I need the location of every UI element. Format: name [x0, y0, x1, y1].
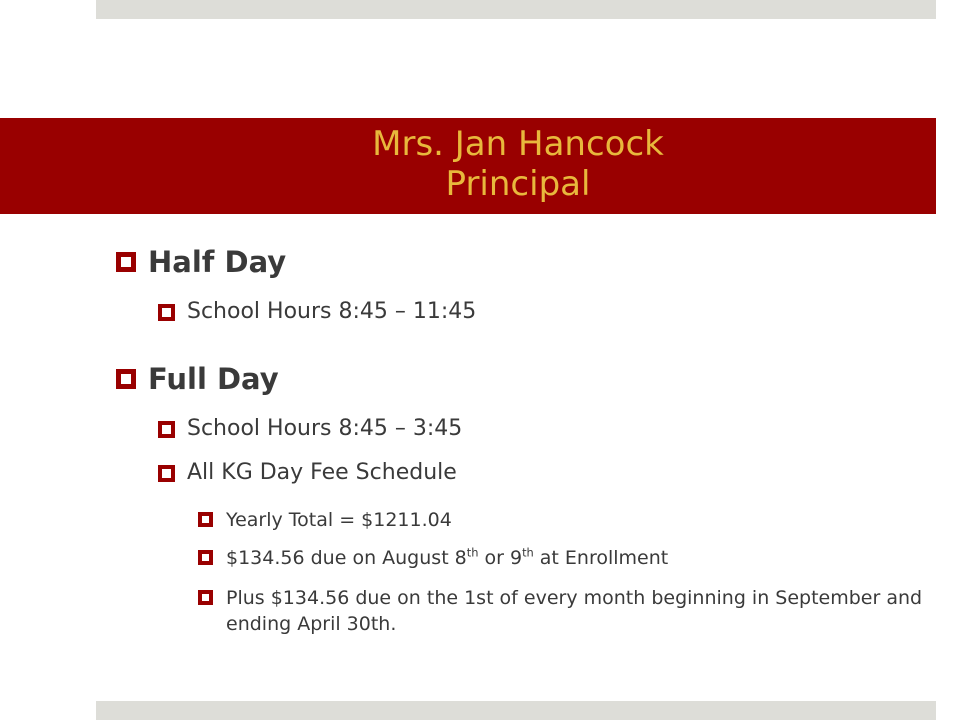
- full-day-hours: School Hours 8:45 – 3:45: [187, 416, 463, 441]
- list-item-full-day: [116, 361, 279, 397]
- full-day-heading: Full Day: [148, 362, 279, 396]
- fee-schedule-label: All KG Day Fee Schedule: [187, 460, 457, 485]
- square-bullet-icon: [158, 465, 175, 482]
- square-bullet-icon: [158, 304, 175, 321]
- list-item-enrollment-due: [198, 545, 668, 571]
- yearly-total: Yearly Total = $1211.04: [226, 509, 452, 531]
- square-bullet-icon: [158, 421, 175, 438]
- square-bullet-icon: [198, 512, 213, 527]
- list-item-yearly-total: [198, 507, 452, 533]
- square-bullet-icon: [116, 369, 136, 389]
- list-item-full-day-hours: [158, 414, 462, 444]
- enrollment-due: $134.56 due on August 8th or 9th at Enrollment: [226, 545, 669, 569]
- list-item-half-day: [116, 244, 286, 280]
- list-item-monthly-due: [198, 585, 926, 637]
- list-item-half-day-hours: [158, 297, 476, 327]
- square-bullet-icon: [116, 252, 136, 272]
- half-day-hours: School Hours 8:45 – 11:45: [187, 299, 477, 324]
- square-bullet-icon: [198, 590, 213, 605]
- title-role: Principal: [445, 164, 591, 204]
- square-bullet-icon: [198, 550, 213, 565]
- bottom-frame-bar: [96, 701, 936, 720]
- list-item-fee-schedule: [158, 458, 457, 488]
- monthly-due: Plus $134.56 due on the 1st of every month beginning in September and ending April 30th.: [226, 587, 923, 635]
- half-day-heading: Half Day: [148, 245, 287, 279]
- title-name: Mrs. Jan Hancock: [372, 124, 664, 164]
